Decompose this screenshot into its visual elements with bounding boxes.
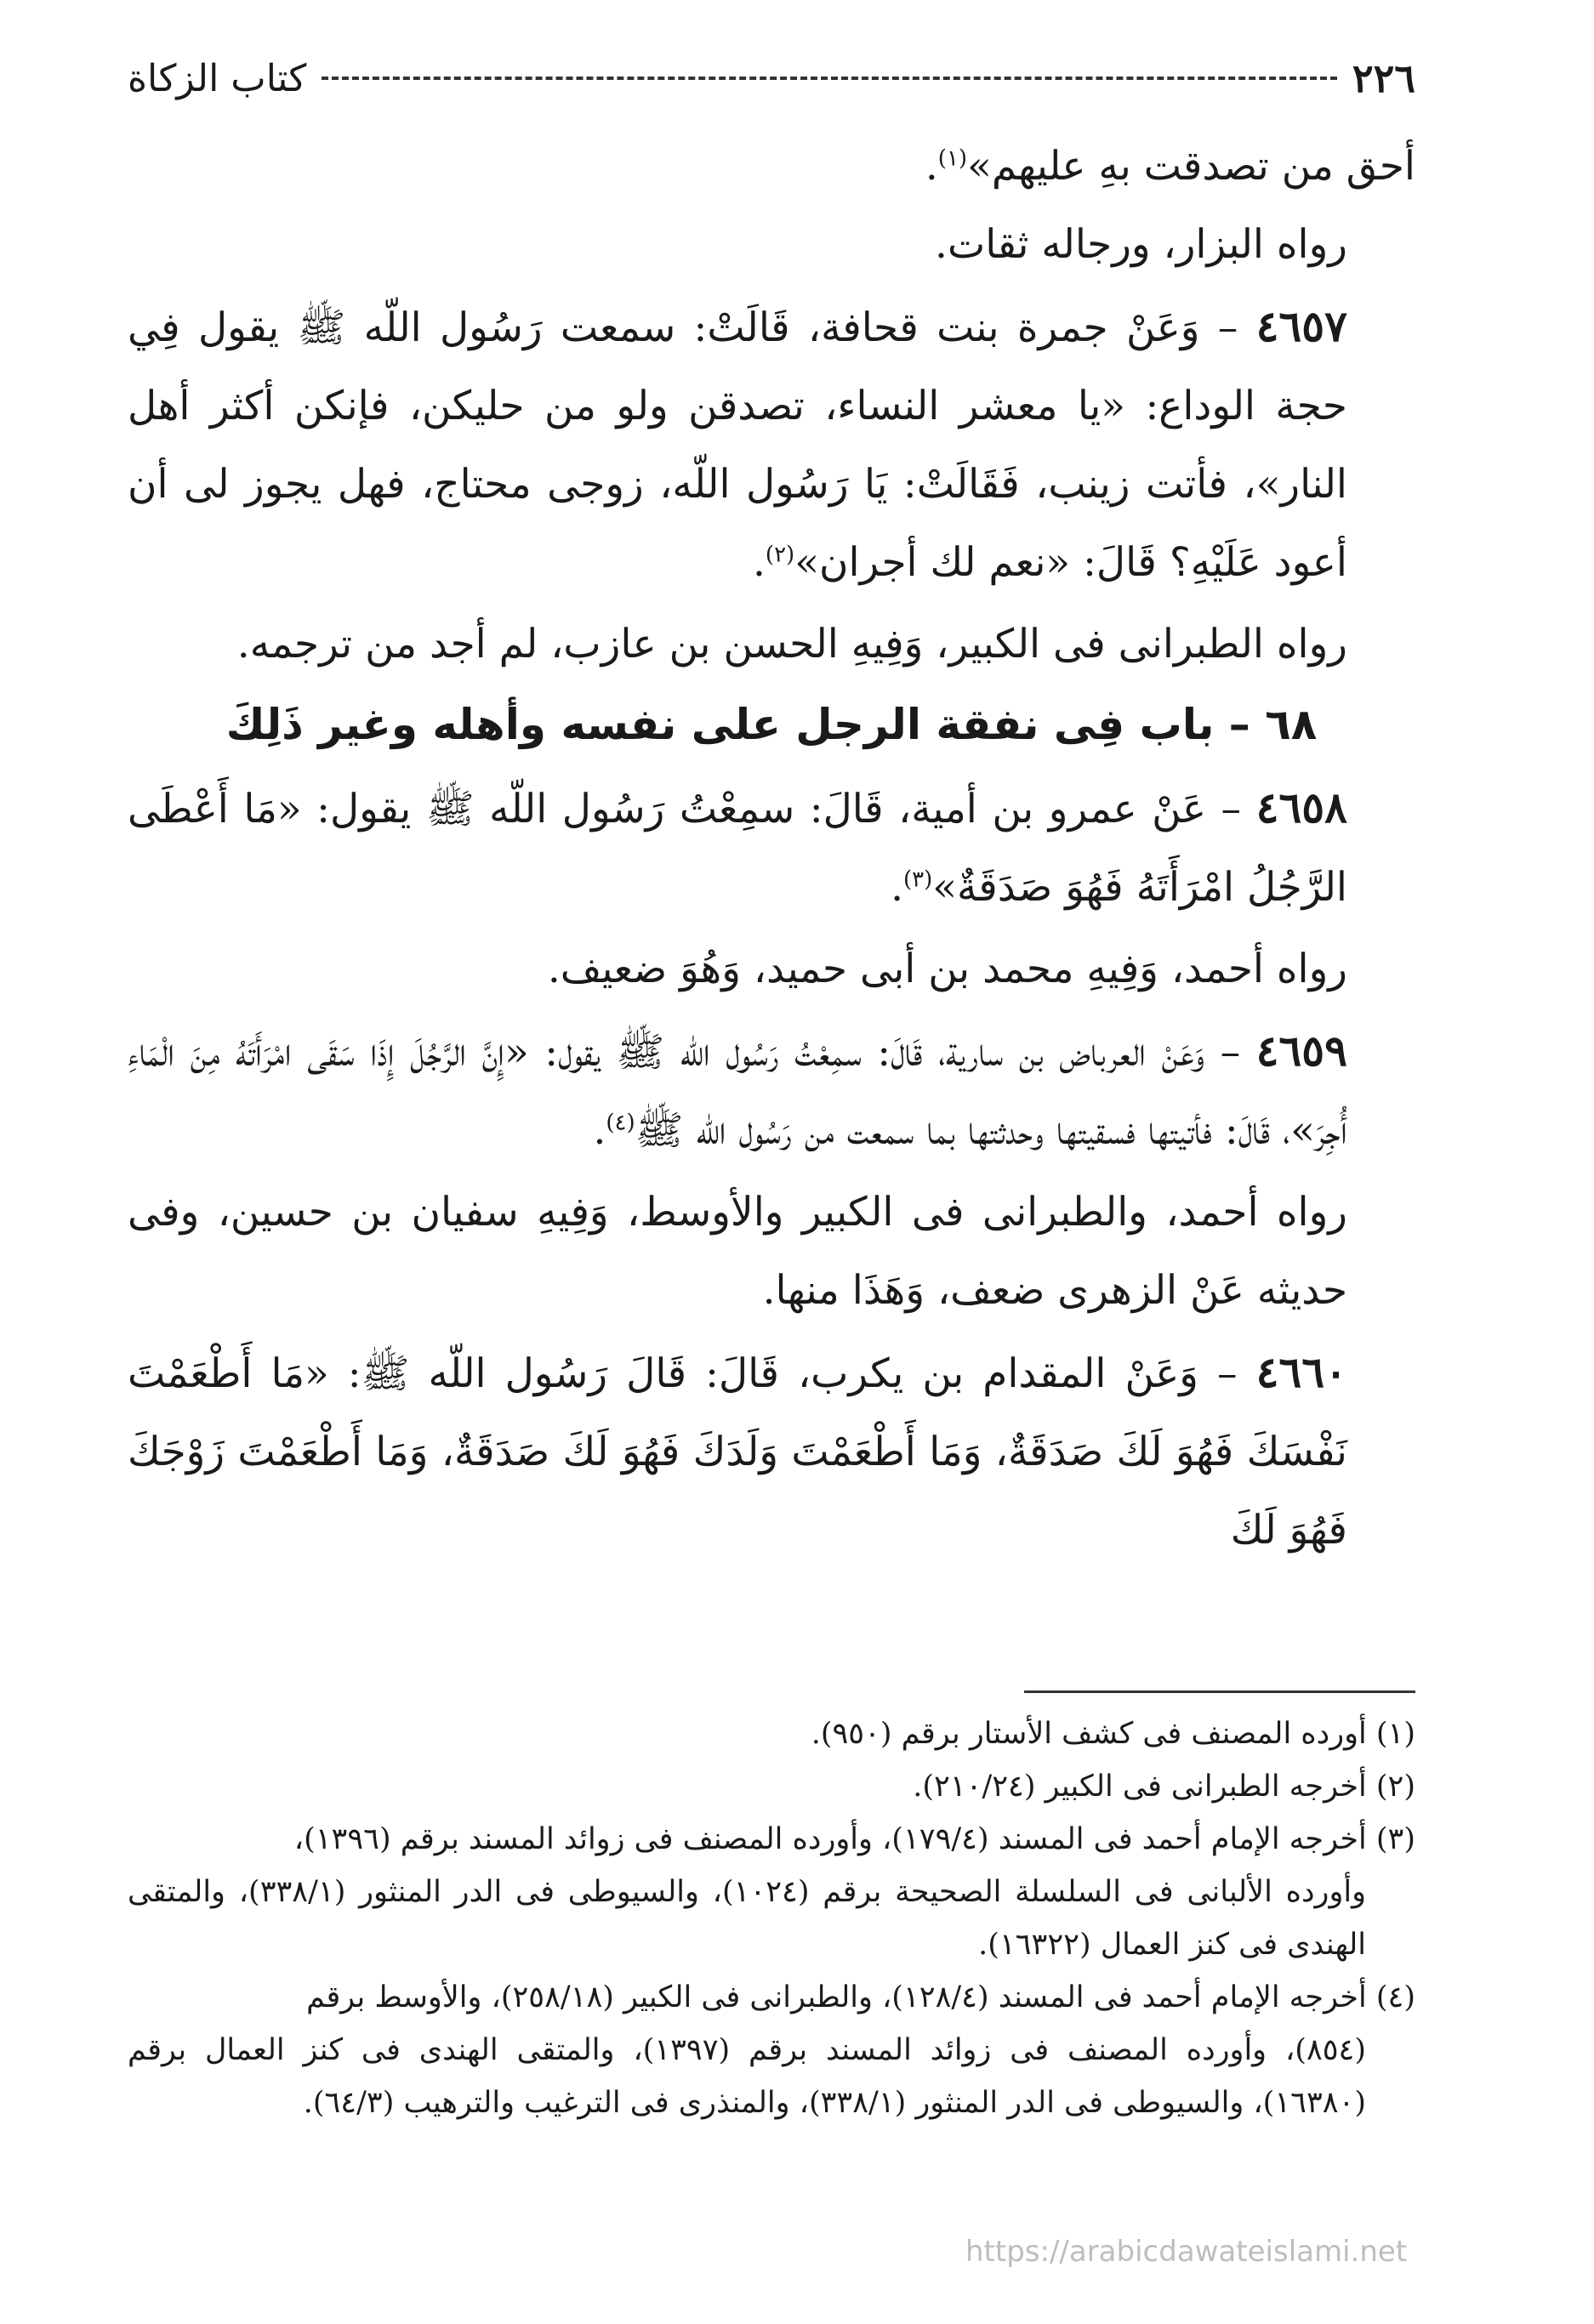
footnote-ref-3[interactable]: (٣)	[903, 867, 933, 893]
watermark-url: https://arabicdawateislami.net	[965, 2235, 1408, 2269]
hadith-text: – عَنْ عمرو بن أمية، قَالَ: سمِعْتُ رَسُول اللّه ﷺ يقول: «مَا أَعْطَى الرَّجُلُ امْرَأَتَهُ فَهُوَ صَدَقَةٌ»	[128, 786, 1347, 911]
hadith-4658: ٤٦٥٨ – عَنْ عمرو بن أمية، قَالَ: سمِعْتُ رَسُول اللّه ﷺ يقول: «مَا أَعْطَى الرَّجُلُ امْرَأَتَهُ فَهُوَ صَدَقَةٌ»$^{(٣)}$.	[128, 782, 1347, 911]
footnote-ref-2[interactable]: (٢)	[765, 542, 795, 568]
footnote-separator	[1024, 1690, 1415, 1693]
footnote-ref-4[interactable]: (٤)	[606, 1110, 635, 1136]
paragraph-narration-1: رواه البزار، ورجاله ثقات.	[935, 221, 1347, 268]
footnote-ref-1[interactable]: (١)	[937, 145, 968, 172]
hadith-number: ٤٦٥٧	[1255, 301, 1347, 351]
paragraph-narration-4: رواه أحمد، والطبرانى فى الكبير والأوسط، وَفِيهِ سفيان بن حسين، وفى حديثه عَنْ الزهرى ضعف، وَهَذَا منها.	[128, 1189, 1347, 1314]
footnote-3-line-1: (٣) أخرجه الإمام أحمد فى المسند (١٧٩/٤)، وأورده المصنف فى زوائد المسند برقم (١٣٩٦)،	[293, 1822, 1415, 1856]
page-number: ٢٢٦	[1352, 55, 1415, 101]
hadith-number: ٤٦٦٠	[1255, 1347, 1347, 1397]
hadith-text: – وَعَنْ جمرة بنت قحافة، قَالَتْ: سمعت رَسُول اللّه ﷺ يقول فِي حجة الوداع: «يا معشر النساء، تصدقن ولو من حليكن، فإنكن أكثر أهل النار»، فأتت زينب، فَقَالَتْ: يَا رَسُول اللّه، زوجى محتاج، فهل يجوز لى أن أعود عَلَيْهِ؟ قَالَ: «نعم لك أجران»	[128, 304, 1347, 586]
hadith-number: ٤٦٥٩	[1255, 1026, 1347, 1076]
hadith-4660	[128, 1333, 1415, 1570]
hadith-4659: ٤٦٥٩ – وَعَنْ العرباض بن سارية، قَالَ: سمِعْتُ رَسُول اللّه ﷺ يقول: «إِنَّ الرَّجُلَ إِذَا سَقَى امْرَأَتَهُ مِنَ الْمَاءِ أُجِرَ»، قَالَ: فأتيتها فسقيتها وحدثتها بما سمعت من رَسُول اللّه ﷺ$^{(٤)}$.	[128, 1026, 1347, 1154]
footnote-4-cont: (٨٥٤)، وأورده المصنف فى زوائد المسند برقم (١٣٩٧)، والمتقى الهندى فى كنز العمال برقم (١٦٣٨٠)، والسيوطى فى الدر المنثور (٣٣٨/١)، والمنذرى فى الترغيب والترهيب (٦٤/٣).	[128, 2033, 1366, 2120]
main-text	[128, 128, 1415, 1570]
hadith-text: – وَعَنْ المقدام بن يكرب، قَالَ: قَالَ رَسُول اللّه ﷺ: «مَا أَطْعَمْتَ نَفْسَكَ فَهُوَ لَكَ صَدَقَةٌ، وَمَا أَطْعَمْتَ وَلَدَكَ فَهُوَ لَكَ صَدَقَةٌ، وَمَا أَطْعَمْتَ زَوْجَكَ فَهُوَ لَكَ	[128, 1350, 1347, 1554]
paragraph-continuation: أحق من تصدقت بهِ عليهم»$^{(١)}$.	[925, 143, 1415, 190]
hadith-4657: ٤٦٥٧ – وَعَنْ جمرة بنت قحافة، قَالَتْ: سمعت رَسُول اللّه ﷺ يقول فِي حجة الوداع: «يا معشر النساء، تصدقن ولو من حليكن، فإنكن أكثر أهل النار»، فأتت زينب، فَقَالَتْ: يَا رَسُول اللّه، زوجى محتاج، فهل يجوز لى أن أعود عَلَيْهِ؟ قَالَ: «نعم لك أجران»$^{(٢)}$.	[128, 301, 1347, 586]
hadith-text: – وَعَنْ العرباض بن سارية، قَالَ: سمِعْتُ رَسُول اللّه ﷺ يقول: «إِنَّ الرَّجُلَ إِذَا سَقَى امْرَأَتَهُ مِنَ الْمَاءِ أُجِرَ»، قَالَ: فأتيتها فسقيتها وحدثتها بما سمعت من رَسُول اللّه ﷺ	[128, 1029, 1347, 1154]
header-dashed-rule	[322, 77, 1337, 80]
footnote-4-line-1: (٤) أخرجه الإمام أحمد فى المسند (١٢٨/٤)، والطبرانى فى الكبير (٢٥٨/١٨)، والأوسط برقم	[306, 1980, 1415, 2014]
paragraph-text: أحق من تصدقت بهِ عليهم»	[967, 143, 1415, 190]
page-header	[128, 53, 1415, 104]
footnote-2: (٢) أخرجه الطبرانى فى الكبير (٢١٠/٢٤).	[913, 1770, 1415, 1804]
paragraph-narration-3: رواه أحمد، وَفِيهِ محمد بن أبى حميد، وَهُوَ ضعيف.	[547, 946, 1347, 992]
paragraph-narration-2: رواه الطبرانى فى الكبير، وَفِيهِ الحسن بن عازب، لم أجد من ترجمه.	[236, 621, 1347, 668]
footnote-3-cont: وأورده الألبانى فى السلسلة الصحيحة برقم (١٠٢٤)، والسيوطى فى الدر المنثور (٣٣٨/١)، والمتقى الهندى فى كنز العمال (١٦٣٢٢).	[128, 1875, 1366, 1962]
book-title: كتاب الزكاة	[128, 56, 307, 100]
hadith-number: ٤٦٥٨	[1255, 782, 1347, 832]
footnote-1: (١) أورده المصنف فى كشف الأستار برقم (٩٥٠).	[811, 1717, 1415, 1751]
footnotes	[128, 1707, 1415, 2129]
chapter-heading: ٦٨ – باب فِى نفقة الرجل على نفسه وأهله وغير ذَلِكَ	[225, 700, 1318, 749]
